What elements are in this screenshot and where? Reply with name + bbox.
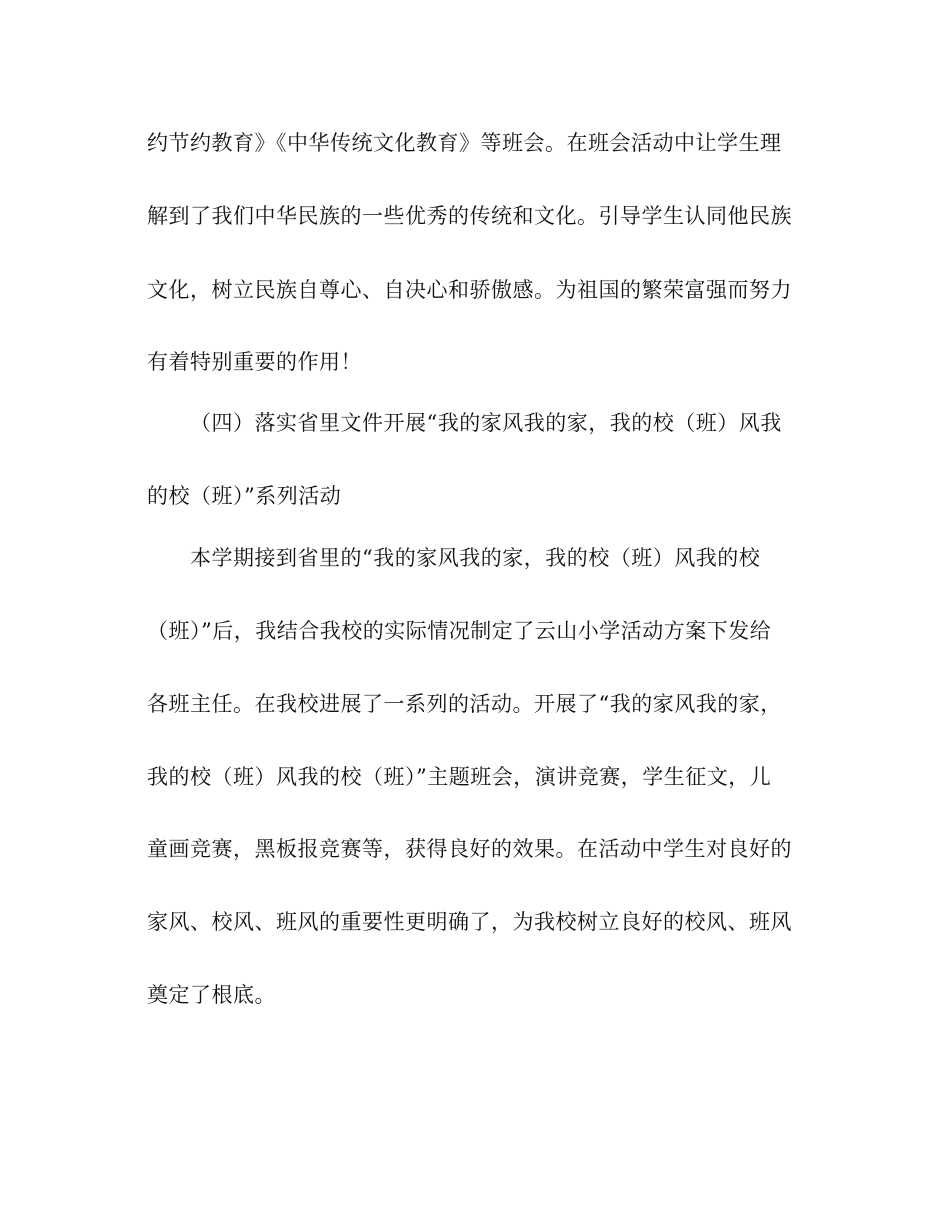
- paragraph-line: 童画竞赛，黑板报竞赛等，获得良好的效果。在活动中学生对良好的: [147, 837, 792, 861]
- paragraph-line: 解到了我们中华民族的一些优秀的传统和文化。引导学生认同他民族: [147, 204, 792, 228]
- paragraph-line: 文化，树立民族自尊心、自决心和骄傲感。为祖国的繁荣富强而努力: [147, 278, 792, 302]
- paragraph-line: （班）”后，我结合我校的实际情况制定了云山小学活动方案下发给: [147, 619, 772, 643]
- paragraph-line: 家风、校风、班风的重要性更明确了，为我校树立良好的校风、班风: [147, 910, 792, 934]
- paragraph-line: 奠定了根底。: [147, 983, 276, 1007]
- paragraph-line: 约节约教育》《中华传统文化教育》等班会。在班会活动中让学生理: [147, 131, 782, 155]
- paragraph-line: 我的校（班）风我的校（班）”主题班会，演讲竞赛，学生征文，儿: [147, 765, 772, 789]
- section-heading-line: 的校（班）”系列活动: [147, 484, 342, 508]
- paragraph-line: 各班主任。在我校进展了一系列的活动。开展了“我的家风我的家，: [147, 692, 782, 716]
- paragraph-line: 本学期接到省里的“我的家风我的家，我的校（班）风我的校: [190, 546, 761, 570]
- paragraph-line: 有着特别重要的作用！: [147, 350, 362, 374]
- section-heading-line: （四）落实省里文件开展“我的家风我的家，我的校（班）风我: [190, 411, 782, 435]
